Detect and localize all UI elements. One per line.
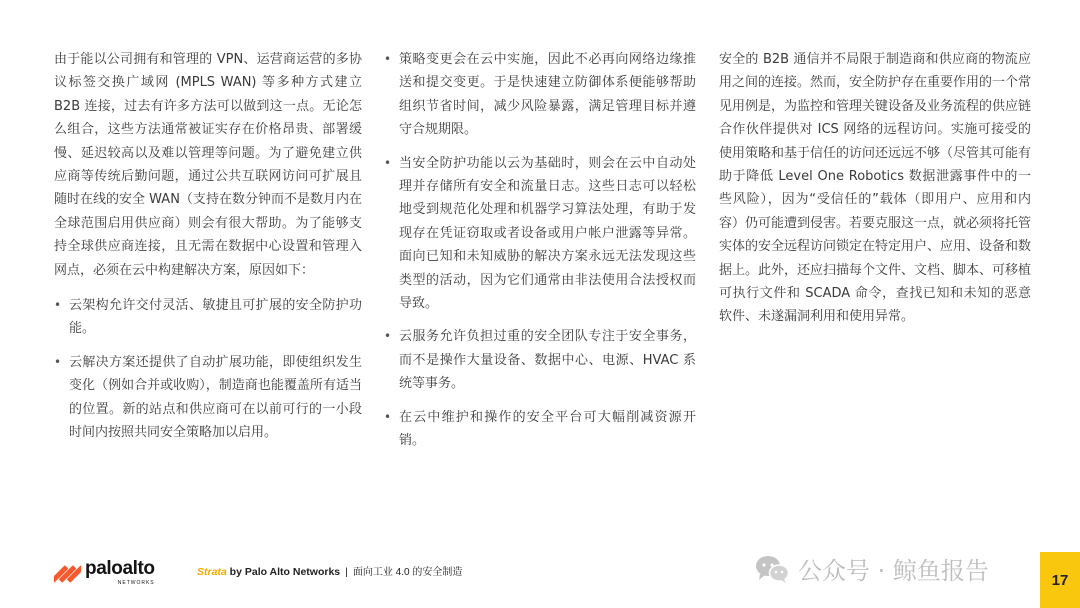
brand-label: by Palo Alto Networks (226, 566, 341, 578)
list-item: • 策略变更会在云中实施，因此不必再向网络边缘推送和提交变更。于是快速建立防御体系便能够帮助组织节省时间，减少风险暴露，满足管理目标并遵守合规期限。 (384, 48, 696, 142)
page-footer (0, 540, 1080, 608)
document-subtitle: 面向工业 4.0 的安全制造 (352, 567, 463, 578)
list-item: • 云架构允许交付灵活、敏捷且可扩展的安全防护功能。 (54, 294, 362, 341)
bullet-dot: • (384, 52, 392, 66)
text-column-1 (54, 48, 362, 455)
list-item: • 当安全防护功能以云为基础时，则会在云中自动处理并存储所有安全和流量日志。这些日志可以轻松地受到规范化处理和机器学习算法处理，有助于发现存在凭证窃取或者设备或用户帐户泄露等异常。面向已知和未知威胁的解决方案永远无法发现这些类型的活动，因为它们通常由非法使用合法授权而导致。 (384, 152, 696, 316)
footer-tagline (197, 563, 462, 578)
bullet-dot: • (384, 155, 392, 170)
watermark (754, 551, 989, 586)
wechat-icon (754, 554, 790, 584)
list-item: • 云服务允许负担过重的安全团队专注于安全事务，而不是操作大量设备、数据中心、电源、HVAC 系统等事务。 (384, 325, 696, 395)
strata-label: Strata (197, 566, 227, 578)
list-item: • 云解决方案还提供了自动扩展功能，即使组织发生变化（例如合并或收购），制造商也能覆盖所有适当的位置。新的站点和供应商可在以前可行的一小段时间内按照共同安全策略加以启用。 (54, 351, 362, 445)
tagline-separator: | (345, 566, 348, 578)
logo-wordmark: paloalto (85, 558, 155, 579)
intro-paragraph: 由于能以公司拥有和管理的 VPN、运营商运营的多协议标签交换广域网 (MPLS WAN) 等多种方式建立 B2B 连接，过去有许多方法可以做到这一点。无论怎么组合，这些方法通常被证实存在价格昂贵、部署缓慢、延迟较高以及难以管理等问题。为了避免建立供应商等传统后勤问题，通过公共互联网访问可扩展且随时在线的安全 WAN（支持在数分钟而不是数月内在全球范围启用供应商）则会有很大帮助。为了能够支持全球供应商连接，且无需在数据中心设置和管理入网点，必须在云中构建解决方案，原因如下： (54, 52, 362, 278)
bullet-list-2 (384, 48, 696, 453)
bullet-list-1 (54, 294, 362, 444)
page-number-badge (1040, 552, 1080, 608)
text-column-3 (719, 48, 1031, 329)
page-number: 17 (1051, 571, 1069, 589)
bullet-dot: • (384, 409, 392, 424)
logo-subtext: NETWORKS (117, 580, 155, 586)
paloalto-logo-icon (54, 562, 81, 586)
bullet-dot: • (54, 354, 62, 369)
paloalto-logo (54, 558, 155, 592)
text-column-2 (384, 48, 696, 463)
watermark-text: 公众号 · 鲸鱼报告 (798, 557, 989, 585)
bullet-dot: • (384, 329, 392, 344)
bullet-dot: • (54, 298, 62, 313)
list-item: • 在云中维护和操作的安全平台可大幅削减资源开销。 (384, 406, 696, 453)
body-paragraph: 安全的 B2B 通信并不局限于制造商和供应商的物流应用之间的连接。然而，安全防护存在重要作用的一个常见用例是，为监控和管理关键设备及业务流程的供应链合作伙伴提供对 ICS 网络的远程访问。实施可接受的使用策略和基于信任的访问还远远不够（尽管其可能有助于降低 Level One Robotics 数据泄露事件中的一些风险），因为“受信任的”载体（即用户、应用和内容）仍可能遭到侵害。若要克服这一点，就必须将托管实体的安全远程访问锁定在特定用户、应用、设备和数据上。此外，还应扫描每个文件、文档、脚本、可移植可执行文件和 SCADA 命令，查找已知和未知的恶意软件、未遂漏洞利用和使用异常。 (719, 52, 1032, 325)
